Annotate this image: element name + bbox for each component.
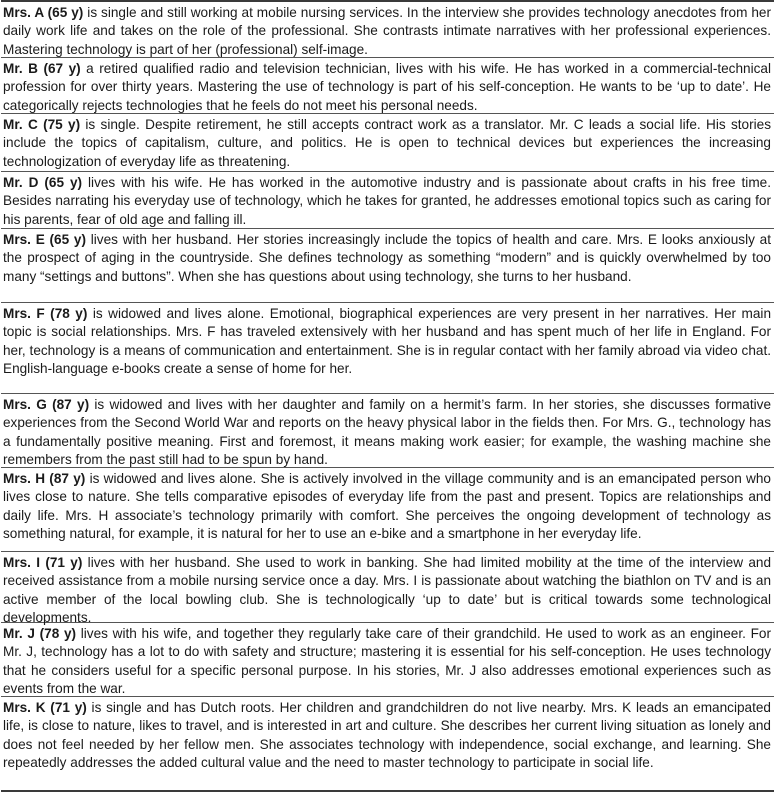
participant-row-mrs-f: [1, 303, 774, 394]
participant-row-mr-d: [1, 172, 774, 229]
participant-row-mr-c: [1, 114, 774, 172]
participant-row-mrs-a: [1, 2, 774, 58]
participant-label: Mrs. E (65 y): [3, 232, 87, 247]
participant-description: lives with his wife. He has worked in the automotive industry and is passionate about crafts in his free time. Besides narrating his everyday use of technology, which he takes for granted, he addresses emotional topics such as caring for his parents, fear of old age and falling ill.: [3, 175, 771, 227]
participant-row-mr-b: [1, 58, 774, 114]
participant-label: Mrs. A (65 y): [3, 5, 84, 20]
participant-row-mrs-k: [1, 697, 774, 790]
participant-label: Mrs. H (87 y): [3, 471, 86, 486]
participant-label: Mrs. I (71 y): [3, 555, 83, 570]
participant-description: a retired qualified radio and television technician, lives with his wife. He has worked in a commercial-technical profession for over thirty years. Mastering the use of technology is part of his self-conception. He wants to be ‘up to date’. He categorically rejects technologies that he feels do not meet his personal needs.: [3, 61, 772, 113]
participant-label: Mr. J (78 y): [3, 626, 77, 641]
participant-label: Mrs. F (78 y): [3, 306, 88, 321]
participant-description: is single. Despite retirement, he still accepts contract work as a translator. Mr. C leads a social life. His stories include the topics of capitalism, culture, and politics. He is open to technical devices but experiences the increasing technologization of everyday life as threatening.: [3, 117, 771, 169]
participant-row-mrs-g: [1, 394, 774, 468]
participant-description: is widowed and lives with her daughter and family on a hermit’s farm. In her stories, she discusses formative experiences from the Second World War and reports on the heavy physical labor in the fields then. For Mrs. G., technology has a fundamentally positive meaning. First and foremost, it means making work easier; for example, the washing machine she remembers from the past still had to be spun by hand.: [3, 397, 772, 468]
participant-label: Mrs. G (87 y): [3, 397, 90, 412]
participant-description: is widowed and lives alone. She is actively involved in the village community and is an emancipated person who lives close to nature. She tells comparative episodes of everyday life from the past and present. Topics are relationships and daily life. Mrs. H associate’s technology primarily with comfort. She perceives the ongoing development of technology as something natural, for example, it is natural for her to use an e-bike and a smartphone in her everyday life.: [3, 471, 771, 542]
participant-profiles-table: [1, 0, 774, 792]
participant-row-mr-j: [1, 623, 774, 697]
participant-description: is single and still working at mobile nursing services. In the interview she provides technology anecdotes from her daily work life and takes on the role of the professional. She contrasts intimate narratives with her professional experiences. Mastering technology is part of her (professional) self-image.: [3, 5, 771, 57]
participant-label: Mr. C (75 y): [3, 117, 81, 132]
participant-description: is widowed and lives alone. Emotional, biographical experiences are very present in her narratives. Her main topic is social relationships. Mrs. F has traveled extensively with her husband and has spent much of her life in England. For her, technology is a means of communication and entertainment. She is in regular contact with her family abroad via video chat. English-language e-books create a sense of home for her.: [3, 306, 771, 377]
participant-description: lives with his wife, and together they regularly take care of their grandchild. He used to work as an engineer. For Mr. J, technology has a lot to do with safety and structure; mastering it is essential for his self-conception. He uses technology that he considers useful for a specific personal purpose. In his stories, Mr. J also addresses emotional experiences such as events from the war.: [3, 626, 772, 697]
participant-label: Mr. D (65 y): [3, 175, 83, 190]
participant-row-mrs-e: [1, 229, 774, 303]
participant-label: Mr. B (67 y): [3, 61, 81, 76]
participant-row-mrs-h: [1, 468, 774, 552]
participant-label: Mrs. K (71 y): [3, 700, 87, 715]
participant-description: lives with her husband. Her stories increasingly include the topics of health and care. Mrs. E looks anxiously at the prospect of aging in the countryside. She defines technology as something “modern” and is quickly overwhelmed by too many “settings and buttons”. When she has questions about using technology, she turns to her husband.: [3, 232, 771, 284]
participant-row-mrs-i: [1, 552, 774, 626]
participant-description: is single and has Dutch roots. Her children and grandchildren do not live nearby. Mrs. K leads an emancipated life, is close to nature, likes to travel, and is interested in art and culture. She describes her current living situation as lonely and does not feel needed by her fellow men. She associates technology with independence, social exchange, and learning. She repeatedly addresses the added cultural value and the need to master technology to participate in social life.: [3, 700, 771, 771]
participant-description: lives with her husband. She used to work in banking. She had limited mobility at the time of the interview and received assistance from a mobile nursing service once a day. Mrs. I is passionate about watching the biathlon on TV and is an active member of the local bowling club. She is technologically ‘up to date’ but is critical towards some technological developments.: [3, 555, 772, 626]
